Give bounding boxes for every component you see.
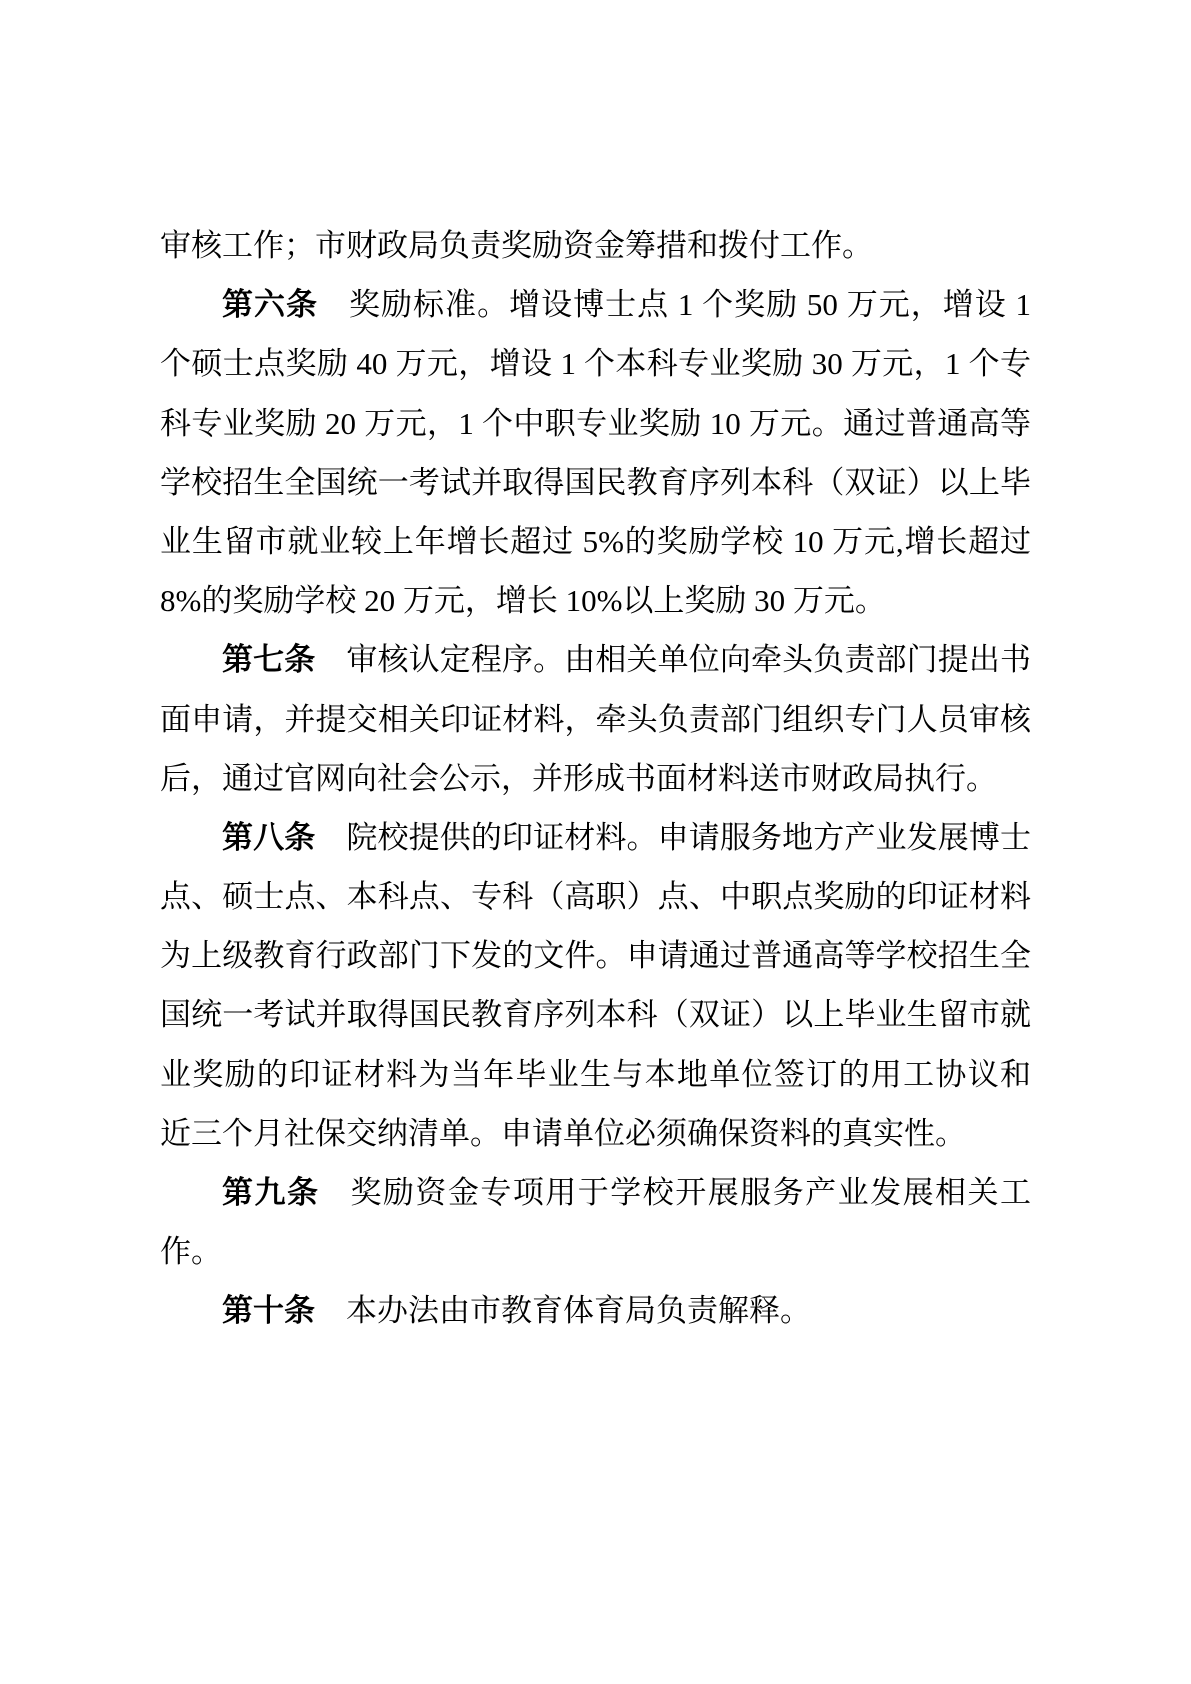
line-text: 奖励资金专项用于学校开展服务产业发展相关工 bbox=[350, 1175, 1031, 1210]
text-line bbox=[160, 216, 1031, 275]
text-line bbox=[160, 867, 1031, 926]
article-number: 第八条 bbox=[222, 819, 316, 855]
article-number: 第六条 bbox=[222, 287, 319, 323]
text-line bbox=[160, 1104, 1031, 1163]
document-body bbox=[160, 216, 1031, 1341]
line-text: 点、硕士点、本科点、专科（高职）点、中职点奖励的印证材料 bbox=[160, 879, 1031, 915]
text-line bbox=[160, 571, 1031, 630]
text-line bbox=[160, 808, 1031, 867]
text-line bbox=[160, 1163, 1031, 1222]
line-text: 业奖励的印证材料为当年毕业生与本地单位签订的用工协议和 bbox=[160, 1056, 1031, 1092]
line-text: 近三个月社保交纳清单。申请单位必须确保资料的真实性。 bbox=[160, 1115, 966, 1151]
article-number: 第七条 bbox=[222, 642, 316, 678]
line-text: 后，通过官网向社会公示，并形成书面材料送市财政局执行。 bbox=[160, 760, 997, 796]
line-text: 奖励标准。增设博士点 1 个奖励 50 万元，增设 1 bbox=[349, 287, 1031, 323]
line-text: 为上级教育行政部门下发的文件。申请通过普通高等学校招生全 bbox=[160, 938, 1031, 974]
line-text: 8%的奖励学校 20 万元，增长 10%以上奖励 30 万元。 bbox=[160, 583, 886, 619]
line-text: 面申请，并提交相关印证材料，牵头负责部门组织专门人员审核 bbox=[160, 701, 1031, 737]
text-line bbox=[160, 985, 1031, 1044]
text-line bbox=[160, 926, 1031, 985]
line-text: 作。 bbox=[160, 1234, 222, 1270]
text-line bbox=[160, 512, 1031, 571]
text-line bbox=[160, 1045, 1031, 1104]
text-line bbox=[160, 453, 1031, 512]
article-number: 第九条 bbox=[222, 1175, 320, 1210]
line-text: 院校提供的印证材料。申请服务地方产业发展博士 bbox=[346, 819, 1031, 855]
line-text: 学校招生全国统一考试并取得国民教育序列本科（双证）以上毕 bbox=[160, 464, 1031, 500]
text-line bbox=[160, 749, 1031, 808]
text-line bbox=[160, 334, 1031, 393]
line-text: 国统一考试并取得国民教育序列本科（双证）以上毕业生留市就 bbox=[160, 997, 1031, 1033]
text-line bbox=[160, 275, 1031, 334]
line-text: 业生留市就业较上年增长超过 5%的奖励学校 10 万元,增长超过 bbox=[160, 523, 1031, 559]
text-line bbox=[160, 1281, 1031, 1340]
text-line bbox=[160, 690, 1031, 749]
text-line bbox=[160, 394, 1031, 453]
line-text: 审核认定程序。由相关单位向牵头负责部门提出书 bbox=[346, 642, 1031, 678]
line-text: 个硕士点奖励 40 万元，增设 1 个本科专业奖励 30 万元，1 个专 bbox=[160, 346, 1031, 382]
article-number: 第十条 bbox=[222, 1293, 315, 1329]
text-line bbox=[160, 630, 1031, 689]
line-text: 本办法由市教育体育局负责解释。 bbox=[346, 1293, 811, 1329]
text-line bbox=[160, 1222, 1031, 1281]
line-text: 审核工作；市财政局负责奖励资金筹措和拨付工作。 bbox=[160, 228, 873, 263]
line-text: 科专业奖励 20 万元，1 个中职专业奖励 10 万元。通过普通高等 bbox=[160, 405, 1031, 441]
